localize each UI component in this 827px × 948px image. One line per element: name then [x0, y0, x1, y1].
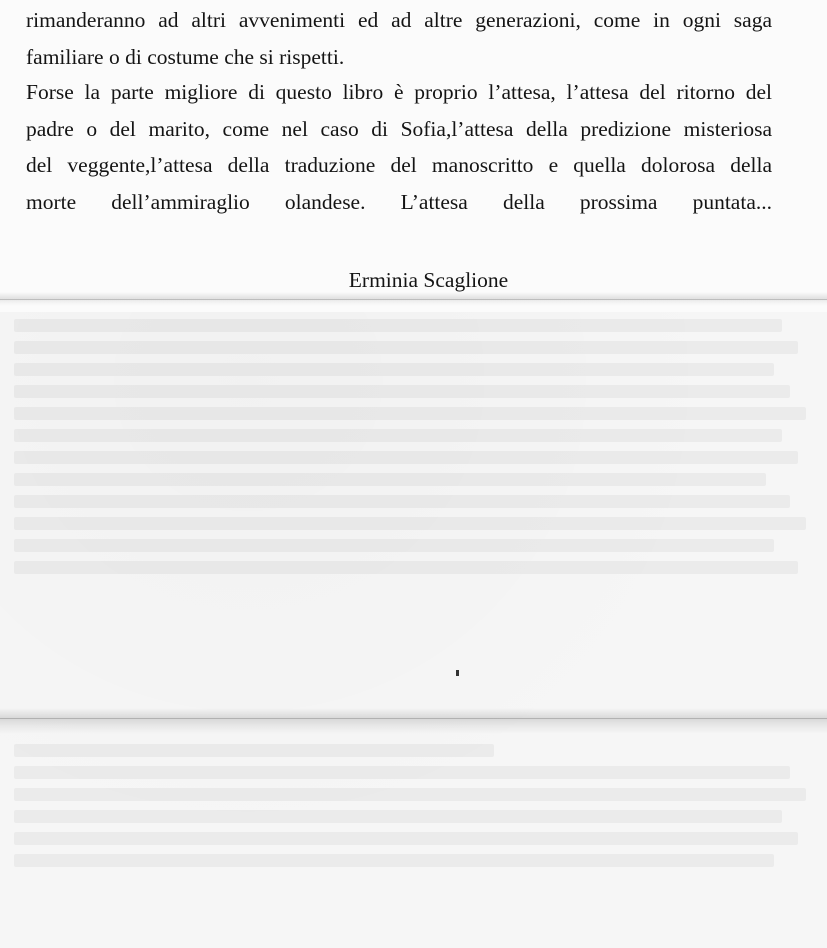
author-signature: Erminia Scaglione	[348, 268, 509, 292]
text-line: morte dell’ammiraglio olandese. L’attesa della prossima puntata...	[26, 189, 772, 214]
faded-bleed-through-text-lower	[14, 735, 814, 948]
paper-fold-lower	[0, 708, 827, 734]
text-line: Forse la parte migliore di questo libro è proprio l’attesa, l’attesa del ritorno del	[26, 80, 772, 104]
text-line: familiare o di costume che si rispetti.	[26, 44, 345, 69]
ink-speck	[456, 670, 459, 676]
text-line: padre o del marito, come nel caso di Sofia,l’attesa della predizione misteriosa	[26, 116, 772, 141]
text-line: rimanderanno ad altri avvenimenti ed ad altre generazioni, come in ogni saga	[26, 8, 772, 32]
paragraph-attesa	[26, 74, 772, 220]
paragraph-closing-saga	[26, 2, 772, 75]
fold-crease-upper	[0, 299, 827, 300]
faded-bleed-through-text-upper	[14, 310, 814, 702]
fold-crease-lower	[0, 718, 827, 719]
text-line: del veggente,l’attesa della traduzione del manoscritto e quella dolorosa della	[26, 153, 772, 177]
